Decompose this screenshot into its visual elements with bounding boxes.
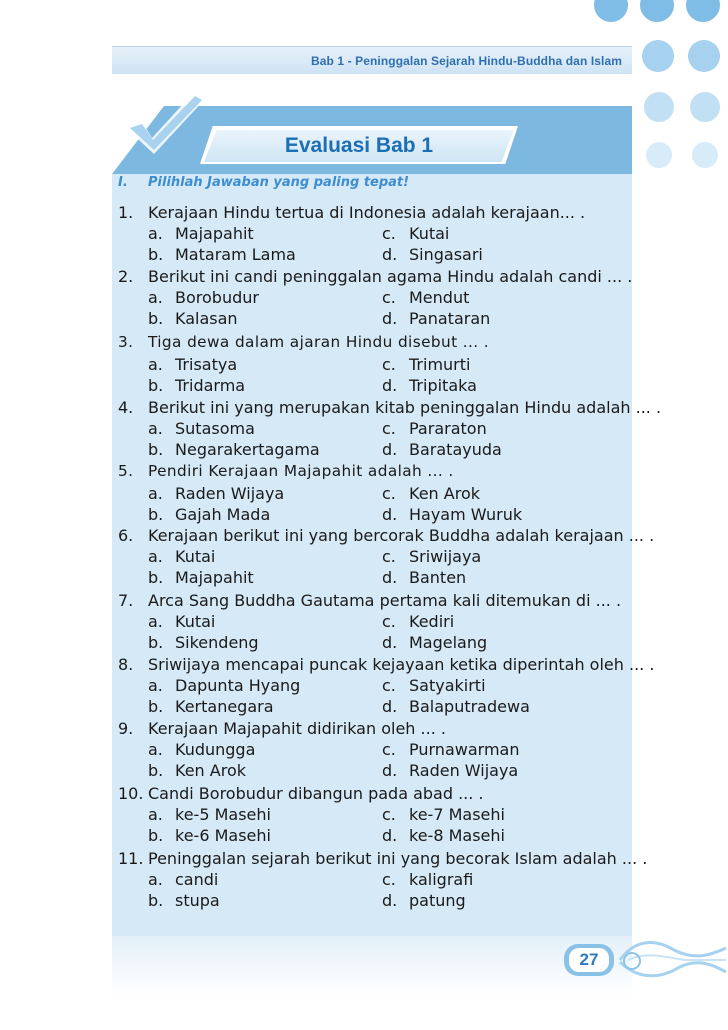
option-text: Satyakirti [409,676,486,695]
option-letter: c. [382,288,396,307]
answer-option-d[interactable] [382,696,530,717]
option-text: kaligrafi [409,870,474,889]
option-text: Singasari [409,245,483,264]
question-item [118,460,638,525]
option-letter: c. [382,805,396,824]
option-text: Ken Arok [409,484,480,503]
option-letter: d. [382,309,398,328]
answer-option-a[interactable] [148,223,254,244]
option-letter: b. [148,761,164,780]
answer-option-a[interactable] [148,869,218,890]
option-row [118,804,638,825]
option-text: Negarakertagama [175,440,320,459]
answer-option-d[interactable] [382,632,487,653]
answer-option-c[interactable] [382,354,470,375]
decor-dot [688,40,720,72]
decor-dot [644,92,674,122]
decor-dot [642,40,674,72]
option-row [118,287,638,308]
question-text: Pendiri Kerajaan Majapahit adalah ... . [148,462,454,480]
question-text-line [118,397,662,418]
answer-option-b[interactable] [148,825,271,846]
question-text: Tiga dewa dalam ajaran Hindu disebut ... . [148,333,490,351]
question-item [118,590,638,653]
option-text: Purnawarman [409,740,520,759]
option-letter: d. [382,505,398,524]
option-text: Borobudur [175,288,259,307]
answer-option-d[interactable] [382,760,518,781]
option-text: Tridarma [175,376,246,395]
panel-fade [112,936,632,996]
question-item [118,718,638,781]
question-number: 10. [118,784,144,803]
option-letter: d. [382,245,398,264]
question-text-line [118,202,638,223]
question-item [118,848,648,911]
option-text: stupa [175,891,220,910]
option-text: ke-7 Masehi [409,805,505,824]
option-row [118,869,638,890]
option-text: Trisatya [175,355,238,374]
answer-option-b[interactable] [148,696,274,717]
option-text: Kudungga [175,740,256,759]
option-row [118,675,638,696]
evaluation-title: Evaluasi Bab 1 [284,134,434,157]
option-text: Raden Wijaya [175,484,285,503]
option-letter: c. [382,740,396,759]
option-row [118,632,638,653]
option-text: Mendut [409,288,470,307]
option-letter: b. [148,891,164,910]
answer-option-c[interactable] [382,675,486,696]
option-text: Majapahit [175,568,254,587]
question-number: 5. [118,462,134,480]
chapter-header [112,46,632,74]
answer-option-d[interactable] [382,375,477,396]
answer-option-a[interactable] [148,546,215,567]
question-number: 1. [118,203,134,222]
question-number: 8. [118,655,134,674]
option-text: candi [175,870,219,889]
question-text-line [118,266,638,287]
answer-option-a[interactable] [148,287,259,308]
question-number: 9. [118,719,134,738]
option-letter: d. [382,376,398,395]
answer-option-c[interactable] [382,739,519,760]
option-text: ke-8 Masehi [409,826,505,845]
question-text-line [118,331,638,354]
option-row [118,546,638,567]
option-row [118,739,638,760]
option-row [118,483,638,504]
option-letter: d. [382,761,398,780]
option-letter: d. [382,440,398,459]
question-text: Sriwijaya mencapai puncak kejayaan ketika diperintah oleh ... . [148,655,655,674]
question-text: Candi Borobudur dibangun pada abad ... . [148,784,484,803]
answer-option-b[interactable] [148,504,270,525]
answer-option-b[interactable] [148,375,245,396]
decor-dot [594,0,628,22]
option-letter: a. [148,612,163,631]
option-text: Hayam Wuruk [409,505,523,524]
answer-option-c[interactable] [382,611,454,632]
answer-option-a[interactable] [148,804,271,825]
option-letter: c. [382,224,396,243]
answer-option-d[interactable] [382,825,505,846]
option-row [118,504,638,525]
answer-option-c[interactable] [382,287,469,308]
answer-option-d[interactable] [382,890,466,911]
option-text: Kutai [175,547,216,566]
question-text-line [118,590,638,611]
option-letter: c. [382,547,396,566]
option-letter: b. [148,245,164,264]
question-item [118,331,638,396]
answer-option-c[interactable] [382,483,480,504]
option-text: Raden Wijaya [409,761,519,780]
answer-option-c[interactable] [382,546,481,567]
option-text: Kutai [409,224,450,243]
option-text: Gajah Mada [175,505,271,524]
option-text: Panataran [409,309,491,328]
question-text: Berikut ini yang merupakan kitab peninggalan Hindu adalah ... . [148,398,662,417]
option-text: Mataram Lama [175,245,296,264]
option-letter: a. [148,419,163,438]
question-text-line [118,783,638,804]
answer-option-b[interactable] [148,760,246,781]
option-text: Balaputradewa [409,697,530,716]
question-number: 4. [118,398,134,417]
option-row [118,696,638,717]
option-text: Majapahit [175,224,254,243]
option-row [118,439,638,460]
option-row [118,354,638,375]
page-number: 27 [569,948,609,972]
option-letter: c. [382,870,396,889]
question-item [118,525,655,588]
option-letter: a. [148,870,163,889]
option-text: Banten [409,568,467,587]
question-text-line [118,525,655,546]
decor-dot [686,0,720,22]
question-item [118,266,638,329]
option-row [118,308,638,329]
option-letter: a. [148,805,163,824]
question-text-line [118,718,638,739]
question-number: 7. [118,591,134,610]
option-letter: d. [382,697,398,716]
decor-dot [690,92,720,122]
option-letter: a. [148,288,163,307]
option-text: Dapunta Hyang [175,676,301,695]
checkmark-icon [120,88,210,158]
question-text: Kerajaan Hindu tertua di Indonesia adalah kerajaan... . [148,203,586,222]
answer-option-a[interactable] [148,418,255,439]
answer-option-c[interactable] [382,869,473,890]
option-letter: b. [148,826,164,845]
answer-option-d[interactable] [382,308,490,329]
option-text: Pararaton [409,419,487,438]
option-row [118,890,638,911]
option-letter: b. [148,376,164,395]
question-text: Kerajaan Majapahit didirikan oleh ... . [148,719,446,738]
option-text: Kediri [409,612,455,631]
answer-option-b[interactable] [148,308,238,329]
option-letter: a. [148,355,163,374]
question-number: 3. [118,333,134,351]
answer-option-a[interactable] [148,739,255,760]
question-text: Kerajaan berikut ini yang bercorak Buddha adalah kerajaan ... . [148,526,655,545]
question-text: Peninggalan sejarah berikut ini yang becorak Islam adalah ... . [148,849,648,868]
answer-option-b[interactable] [148,244,296,265]
option-row [118,760,638,781]
option-row [118,223,638,244]
option-text: Sutasoma [175,419,255,438]
answer-option-a[interactable] [148,675,300,696]
section-heading [118,175,409,190]
option-row [118,375,638,396]
option-letter: c. [382,355,396,374]
option-letter: c. [382,419,396,438]
option-row [118,244,638,265]
answer-option-b[interactable] [148,567,254,588]
option-letter: b. [148,633,164,652]
option-letter: b. [148,309,164,328]
answer-option-d[interactable] [382,439,502,460]
option-letter: d. [382,891,398,910]
option-row [118,418,638,439]
answer-option-b[interactable] [148,439,320,460]
answer-option-d[interactable] [382,504,522,525]
answer-option-c[interactable] [382,804,505,825]
option-letter: a. [148,484,163,503]
question-number: 6. [118,526,134,545]
option-text: Sriwijaya [409,547,482,566]
answer-option-c[interactable] [382,223,449,244]
option-letter: b. [148,568,164,587]
option-text: patung [409,891,466,910]
option-letter: d. [382,633,398,652]
option-text: Trimurti [409,355,471,374]
answer-option-b[interactable] [148,890,220,911]
question-text: Berikut ini candi peninggalan agama Hindu adalah candi ... . [148,267,633,286]
option-text: Baratayuda [409,440,502,459]
answer-option-a[interactable] [148,611,215,632]
option-letter: d. [382,826,398,845]
option-row [118,825,638,846]
chapter-title: Bab 1 - Peninggalan Sejarah Hindu-Buddha dan Islam [310,53,622,68]
answer-option-a[interactable] [148,483,284,504]
option-letter: c. [382,612,396,631]
option-letter: a. [148,224,163,243]
section-instruction: Pilihlah Jawaban yang paling tepat! [148,175,410,190]
answer-option-c[interactable] [382,418,487,439]
question-item [118,202,638,265]
option-letter: c. [382,676,396,695]
swirl-ornament [614,930,728,990]
question-item [118,397,662,460]
decor-dot [640,0,674,22]
question-text-line [118,848,648,869]
option-text: Ken Arok [175,761,246,780]
option-text: Tripitaka [409,376,477,395]
option-letter: a. [148,676,163,695]
option-letter: d. [382,568,398,587]
question-item [118,783,638,846]
decor-dot [692,142,718,168]
answer-option-d[interactable] [382,244,483,265]
option-letter: a. [148,547,163,566]
option-letter: b. [148,505,164,524]
section-number: I. [118,175,128,190]
option-letter: b. [148,697,164,716]
question-number: 2. [118,267,134,286]
option-text: Kutai [175,612,216,631]
option-text: Magelang [409,633,488,652]
option-letter: c. [382,484,396,503]
question-text: Arca Sang Buddha Gautama pertama kali ditemukan di ... . [148,591,622,610]
question-text-line [118,654,655,675]
option-letter: b. [148,440,164,459]
answer-option-b[interactable] [148,632,259,653]
option-text: ke-6 Masehi [175,826,271,845]
question-number: 11. [118,849,144,868]
decor-dot [646,142,672,168]
option-row [118,567,638,588]
option-letter: a. [148,740,163,759]
option-text: Sikendeng [175,633,259,652]
question-item [118,654,655,717]
question-text-line [118,460,638,483]
option-row [118,611,638,632]
option-text: Kalasan [175,309,238,328]
answer-option-d[interactable] [382,567,466,588]
option-text: ke-5 Masehi [175,805,271,824]
answer-option-a[interactable] [148,354,237,375]
option-text: Kertanegara [175,697,274,716]
